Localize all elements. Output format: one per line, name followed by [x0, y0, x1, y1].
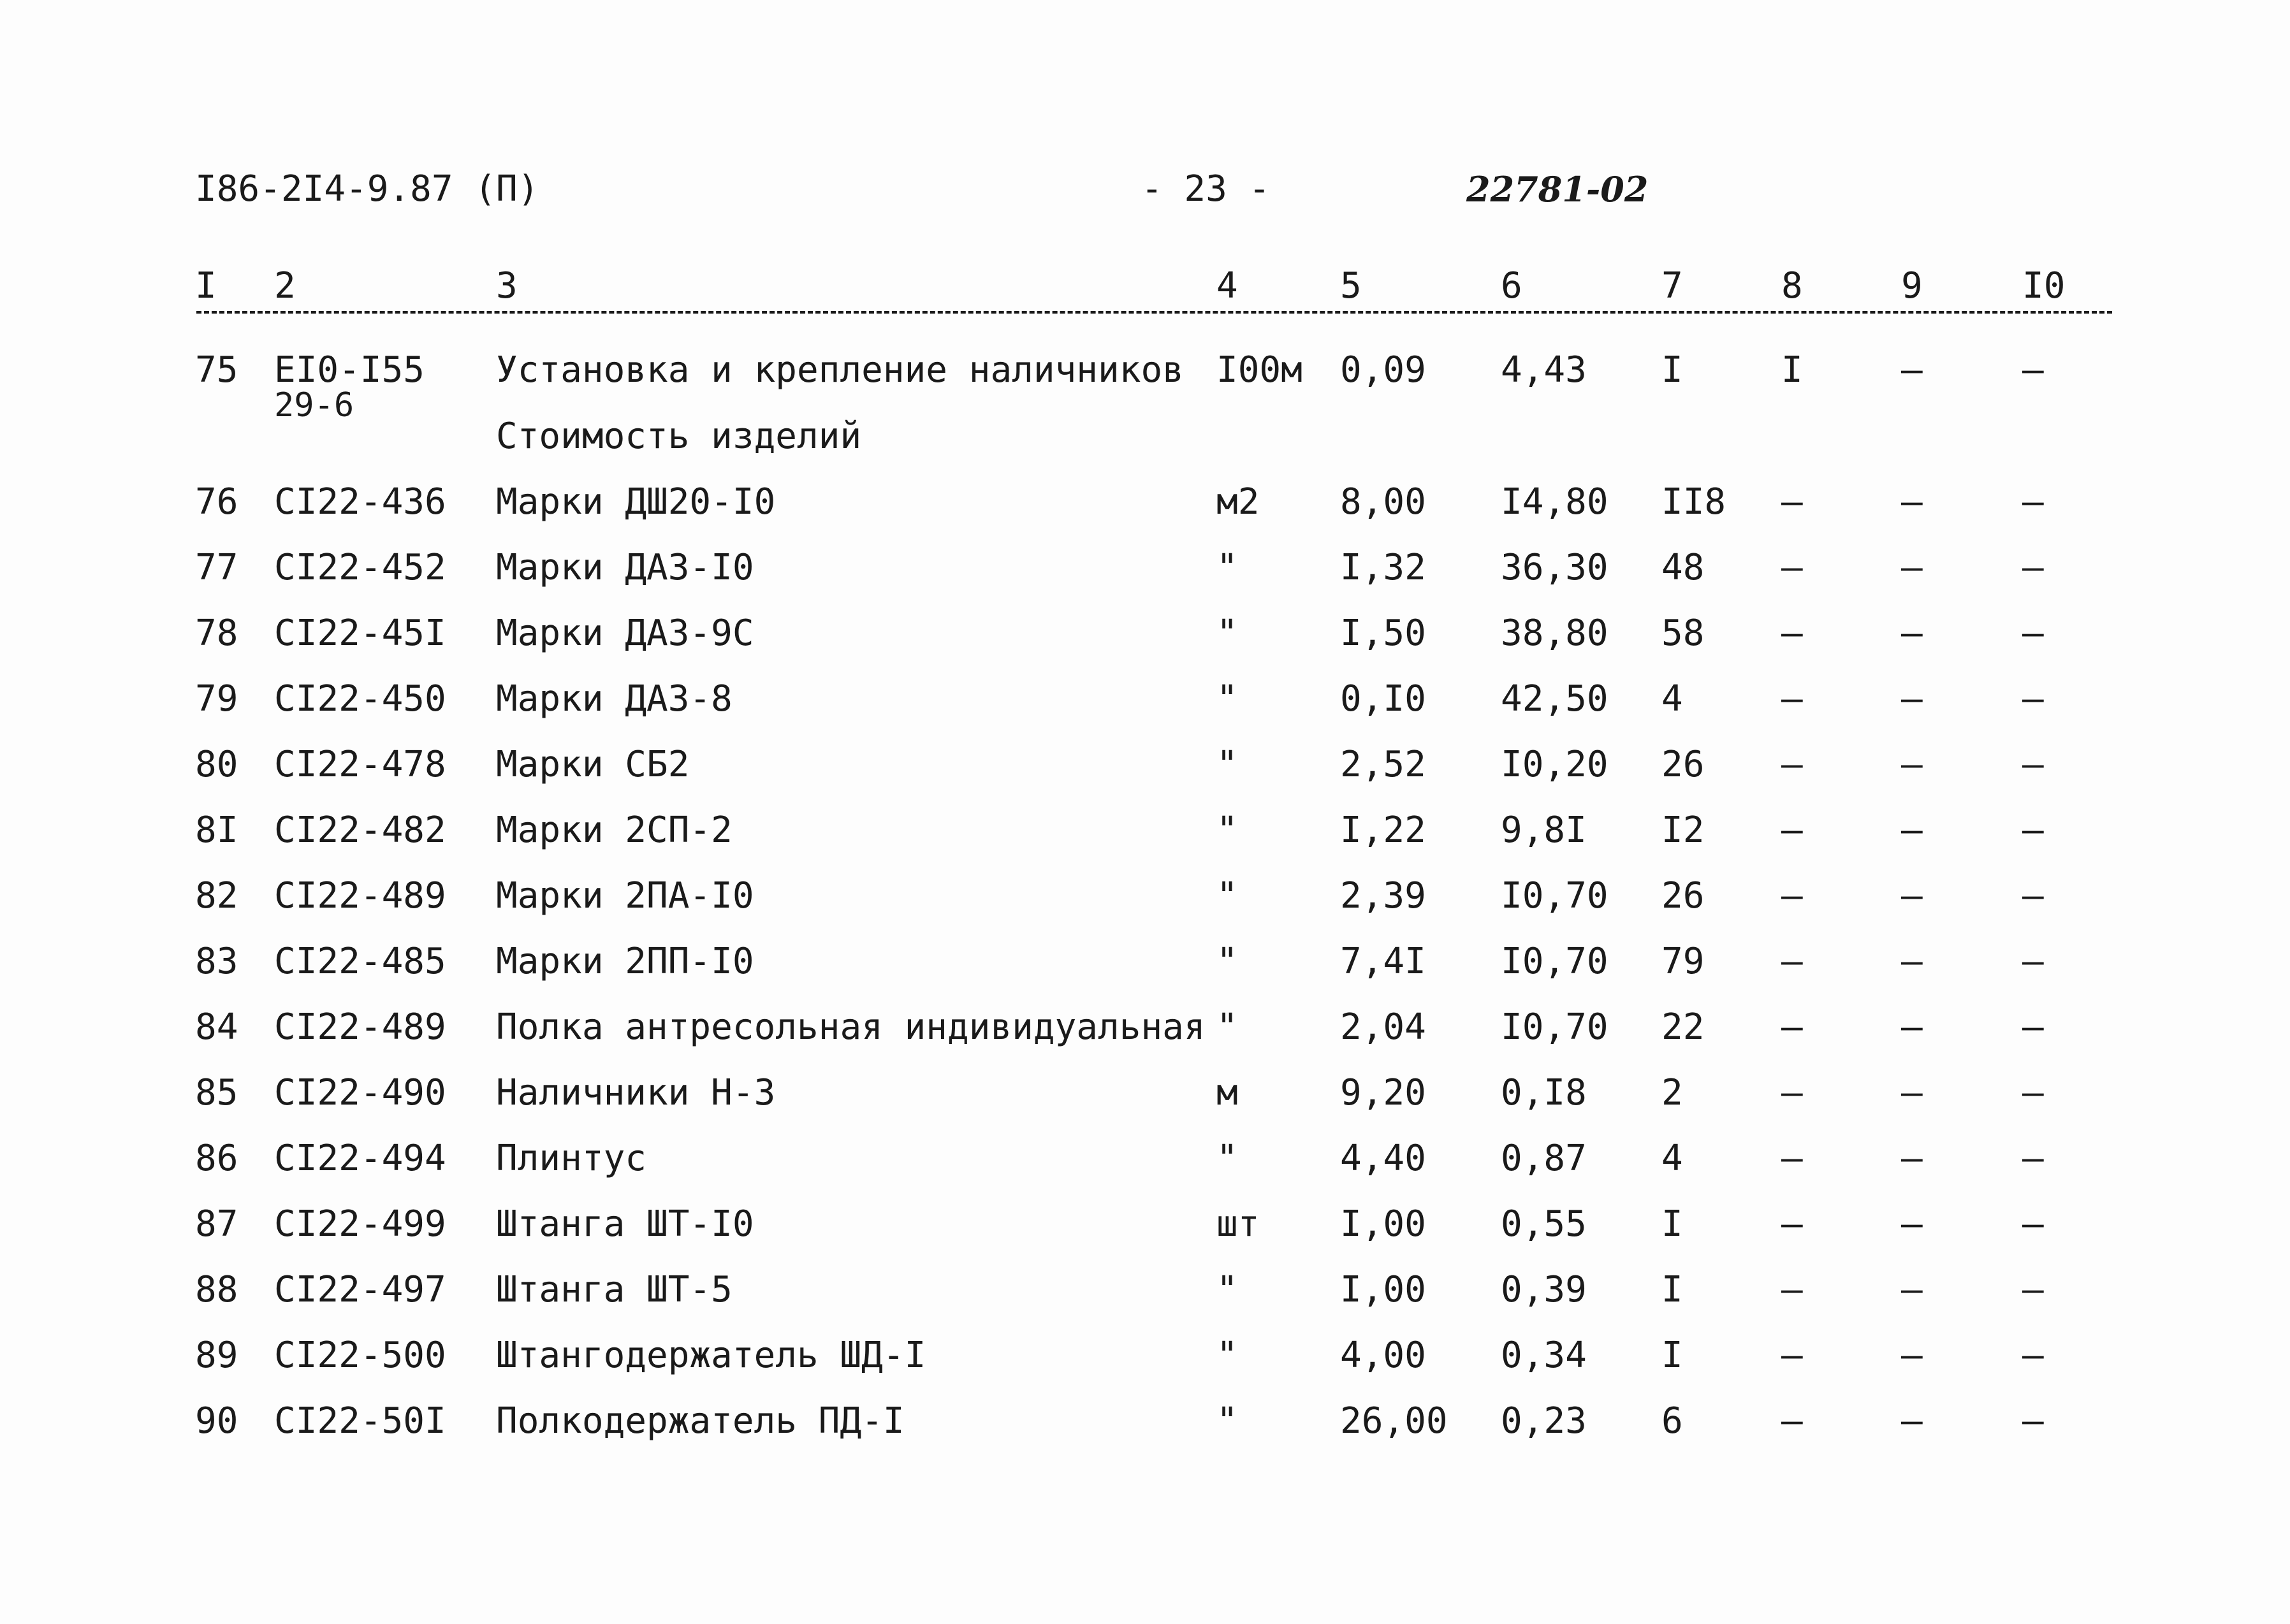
- row-col6: I0,70: [1501, 941, 1608, 982]
- row-col9: –: [1901, 613, 1923, 654]
- row-col5: I,32: [1340, 547, 1426, 588]
- row-code: CI22-50I: [274, 1400, 446, 1442]
- row-col7: I: [1661, 1269, 1683, 1310]
- column-number-8: 8: [1781, 265, 1803, 307]
- row-col6: 0,23: [1501, 1400, 1587, 1442]
- row-name: Штанга ШТ-5: [496, 1269, 733, 1310]
- row-col6: 0,55: [1501, 1203, 1587, 1245]
- row-number: 8I: [195, 809, 238, 851]
- row-code: CI22-485: [274, 941, 446, 982]
- row-col6: 0,39: [1501, 1269, 1587, 1310]
- row-col8: –: [1781, 613, 1803, 654]
- row-number: 80: [195, 744, 238, 785]
- row-unit: ": [1216, 809, 1238, 851]
- row-unit: ": [1216, 678, 1238, 720]
- handwritten-code: 22781-02: [1466, 169, 1649, 210]
- row-col9: –: [1901, 1006, 1923, 1048]
- column-number-9: 9: [1901, 265, 1923, 307]
- row-col6: 38,80: [1501, 613, 1608, 654]
- row-col6: 42,50: [1501, 678, 1608, 720]
- row-col8: –: [1781, 481, 1803, 523]
- row-col9: –: [1901, 1269, 1923, 1310]
- row-code: CI22-450: [274, 678, 446, 720]
- row-code: CI22-478: [274, 744, 446, 785]
- row-number: 78: [195, 613, 238, 654]
- row-col7: 26: [1661, 875, 1705, 917]
- column-number-2: 2: [274, 265, 296, 307]
- section-heading: Стоимость изделий: [496, 416, 862, 457]
- row-col5: 2,04: [1340, 1006, 1426, 1048]
- row-col8: –: [1781, 1072, 1803, 1113]
- column-number-10: I0: [2022, 265, 2066, 307]
- row-number: 77: [195, 547, 238, 588]
- row-col7: I: [1661, 1335, 1683, 1376]
- row-col7: 2: [1661, 1072, 1683, 1113]
- row-col10: –: [2022, 481, 2044, 523]
- row-col8: –: [1781, 744, 1803, 785]
- row-col10: –: [2022, 349, 2044, 391]
- row-col7: 4: [1661, 678, 1683, 720]
- row-unit: ": [1216, 1138, 1238, 1179]
- row-col7: 22: [1661, 1006, 1705, 1048]
- row-col7: 26: [1661, 744, 1705, 785]
- column-number-3: 3: [496, 265, 518, 307]
- row-unit: ": [1216, 744, 1238, 785]
- row-col10: –: [2022, 875, 2044, 917]
- row-col10: –: [2022, 744, 2044, 785]
- row-code: CI22-489: [274, 875, 446, 917]
- row-code: CI22-45I: [274, 613, 446, 654]
- row-col10: –: [2022, 678, 2044, 720]
- row-col8: –: [1781, 809, 1803, 851]
- row-col8: –: [1781, 1203, 1803, 1245]
- row-unit: ": [1216, 1006, 1238, 1048]
- row-name: Марки СБ2: [496, 744, 690, 785]
- row-col8: –: [1781, 678, 1803, 720]
- row-unit: ": [1216, 1335, 1238, 1376]
- row-col8: –: [1781, 941, 1803, 982]
- row-col8: I: [1781, 349, 1803, 391]
- row-name: Марки 2ПА-I0: [496, 875, 754, 917]
- row-number: 75: [195, 349, 238, 391]
- row-code: CI22-499: [274, 1203, 446, 1245]
- row-name: Марки ДА3-I0: [496, 547, 754, 588]
- row-code: CI22-494: [274, 1138, 446, 1179]
- row-name: Наличники Н-3: [496, 1072, 776, 1113]
- row-col8: –: [1781, 1138, 1803, 1179]
- row-unit: ": [1216, 1269, 1238, 1310]
- row-col10: –: [2022, 941, 2044, 982]
- row-number: 76: [195, 481, 238, 523]
- row-col10: –: [2022, 613, 2044, 654]
- row-col6: 0,I8: [1501, 1072, 1587, 1113]
- row-col9: –: [1901, 744, 1923, 785]
- row-code-line2: 29-6: [274, 386, 354, 424]
- row-unit: ": [1216, 613, 1238, 654]
- row-number: 83: [195, 941, 238, 982]
- row-col9: –: [1901, 1335, 1923, 1376]
- row-name: Полкодержатель ПД-I: [496, 1400, 905, 1442]
- row-name: Марки ДШ20-I0: [496, 481, 776, 523]
- row-col5: I,00: [1340, 1269, 1426, 1310]
- row-col9: –: [1901, 349, 1923, 391]
- row-unit: ": [1216, 1400, 1238, 1442]
- row-col5: 9,20: [1340, 1072, 1426, 1113]
- row-name: Марки ДА3-8: [496, 678, 733, 720]
- row-col5: 7,4I: [1340, 941, 1426, 982]
- row-col9: –: [1901, 678, 1923, 720]
- row-col6: 0,87: [1501, 1138, 1587, 1179]
- column-number-1: I: [195, 265, 217, 307]
- row-col9: –: [1901, 1203, 1923, 1245]
- row-unit: ": [1216, 875, 1238, 917]
- row-col10: –: [2022, 1203, 2044, 1245]
- row-number: 89: [195, 1335, 238, 1376]
- row-number: 90: [195, 1400, 238, 1442]
- row-col10: –: [2022, 809, 2044, 851]
- row-name: Марки ДА3-9С: [496, 613, 754, 654]
- row-number: 85: [195, 1072, 238, 1113]
- row-col6: I4,80: [1501, 481, 1608, 523]
- row-code: CI22-436: [274, 481, 446, 523]
- column-number-4: 4: [1216, 265, 1238, 307]
- row-col7: 58: [1661, 613, 1705, 654]
- row-unit: м2: [1216, 481, 1260, 523]
- row-col7: I: [1661, 349, 1683, 391]
- column-number-5: 5: [1340, 265, 1362, 307]
- row-code: CI22-452: [274, 547, 446, 588]
- row-number: 86: [195, 1138, 238, 1179]
- row-col9: –: [1901, 547, 1923, 588]
- row-col6: 4,43: [1501, 349, 1587, 391]
- row-col6: I0,20: [1501, 744, 1608, 785]
- row-col6: 36,30: [1501, 547, 1608, 588]
- row-unit: I00м: [1216, 349, 1302, 391]
- row-col5: 4,40: [1340, 1138, 1426, 1179]
- row-col9: –: [1901, 941, 1923, 982]
- row-name: Марки 2СП-2: [496, 809, 733, 851]
- column-number-6: 6: [1501, 265, 1522, 307]
- row-col9: –: [1901, 1072, 1923, 1113]
- row-col7: I2: [1661, 809, 1705, 851]
- document-code: I86-2I4-9.87 (П): [195, 168, 539, 210]
- row-col8: –: [1781, 1269, 1803, 1310]
- row-col8: –: [1781, 1006, 1803, 1048]
- row-code: CI22-490: [274, 1072, 446, 1113]
- row-col7: 79: [1661, 941, 1705, 982]
- row-col7: I: [1661, 1203, 1683, 1245]
- row-name: Штанга ШТ-I0: [496, 1203, 754, 1245]
- row-number: 84: [195, 1006, 238, 1048]
- row-col5: 0,I0: [1340, 678, 1426, 720]
- row-unit: ": [1216, 941, 1238, 982]
- row-col5: 8,00: [1340, 481, 1426, 523]
- row-col5: I,22: [1340, 809, 1426, 851]
- row-col10: –: [2022, 1400, 2044, 1442]
- row-col7: 48: [1661, 547, 1705, 588]
- row-col9: –: [1901, 1400, 1923, 1442]
- page-number: - 23 -: [1141, 168, 1271, 210]
- row-col5: I,00: [1340, 1203, 1426, 1245]
- row-col9: –: [1901, 1138, 1923, 1179]
- row-name: Марки 2ПП-I0: [496, 941, 754, 982]
- row-col8: –: [1781, 1335, 1803, 1376]
- row-col5: 2,52: [1340, 744, 1426, 785]
- row-col6: I0,70: [1501, 875, 1608, 917]
- row-col5: 2,39: [1340, 875, 1426, 917]
- row-number: 82: [195, 875, 238, 917]
- row-col10: –: [2022, 1072, 2044, 1113]
- row-code: CI22-489: [274, 1006, 446, 1048]
- row-col10: –: [2022, 1335, 2044, 1376]
- row-col10: –: [2022, 1006, 2044, 1048]
- row-unit: ": [1216, 547, 1238, 588]
- row-col7: 4: [1661, 1138, 1683, 1179]
- row-col6: I0,70: [1501, 1006, 1608, 1048]
- row-col7: 6: [1661, 1400, 1683, 1442]
- row-col10: –: [2022, 1138, 2044, 1179]
- row-col5: 4,00: [1340, 1335, 1426, 1376]
- row-col8: –: [1781, 875, 1803, 917]
- row-col8: –: [1781, 1400, 1803, 1442]
- row-unit: шт: [1216, 1203, 1260, 1245]
- row-col5: 26,00: [1340, 1400, 1448, 1442]
- row-name: Полка антресольная индивидуальная: [496, 1006, 1206, 1048]
- header-dashed-rule: [196, 311, 2112, 314]
- row-col9: –: [1901, 809, 1923, 851]
- row-col6: 0,34: [1501, 1335, 1587, 1376]
- row-number: 88: [195, 1269, 238, 1310]
- row-col9: –: [1901, 481, 1923, 523]
- row-name: Штангодержатель ШД-I: [496, 1335, 926, 1376]
- row-col5: 0,09: [1340, 349, 1426, 391]
- row-col8: –: [1781, 547, 1803, 588]
- row-unit: м: [1216, 1072, 1238, 1113]
- row-col9: –: [1901, 875, 1923, 917]
- column-number-7: 7: [1661, 265, 1683, 307]
- row-number: 79: [195, 678, 238, 720]
- row-col10: –: [2022, 1269, 2044, 1310]
- row-code: CI22-482: [274, 809, 446, 851]
- row-code: CI22-497: [274, 1269, 446, 1310]
- row-col6: 9,8I: [1501, 809, 1587, 851]
- row-col7: II8: [1661, 481, 1726, 523]
- row-name: Плинтус: [496, 1138, 647, 1179]
- row-number: 87: [195, 1203, 238, 1245]
- row-col5: I,50: [1340, 613, 1426, 654]
- row-col10: –: [2022, 547, 2044, 588]
- row-name: Установка и крепление наличников: [496, 349, 1184, 391]
- row-code: EI0-I55: [274, 349, 425, 391]
- row-code: CI22-500: [274, 1335, 446, 1376]
